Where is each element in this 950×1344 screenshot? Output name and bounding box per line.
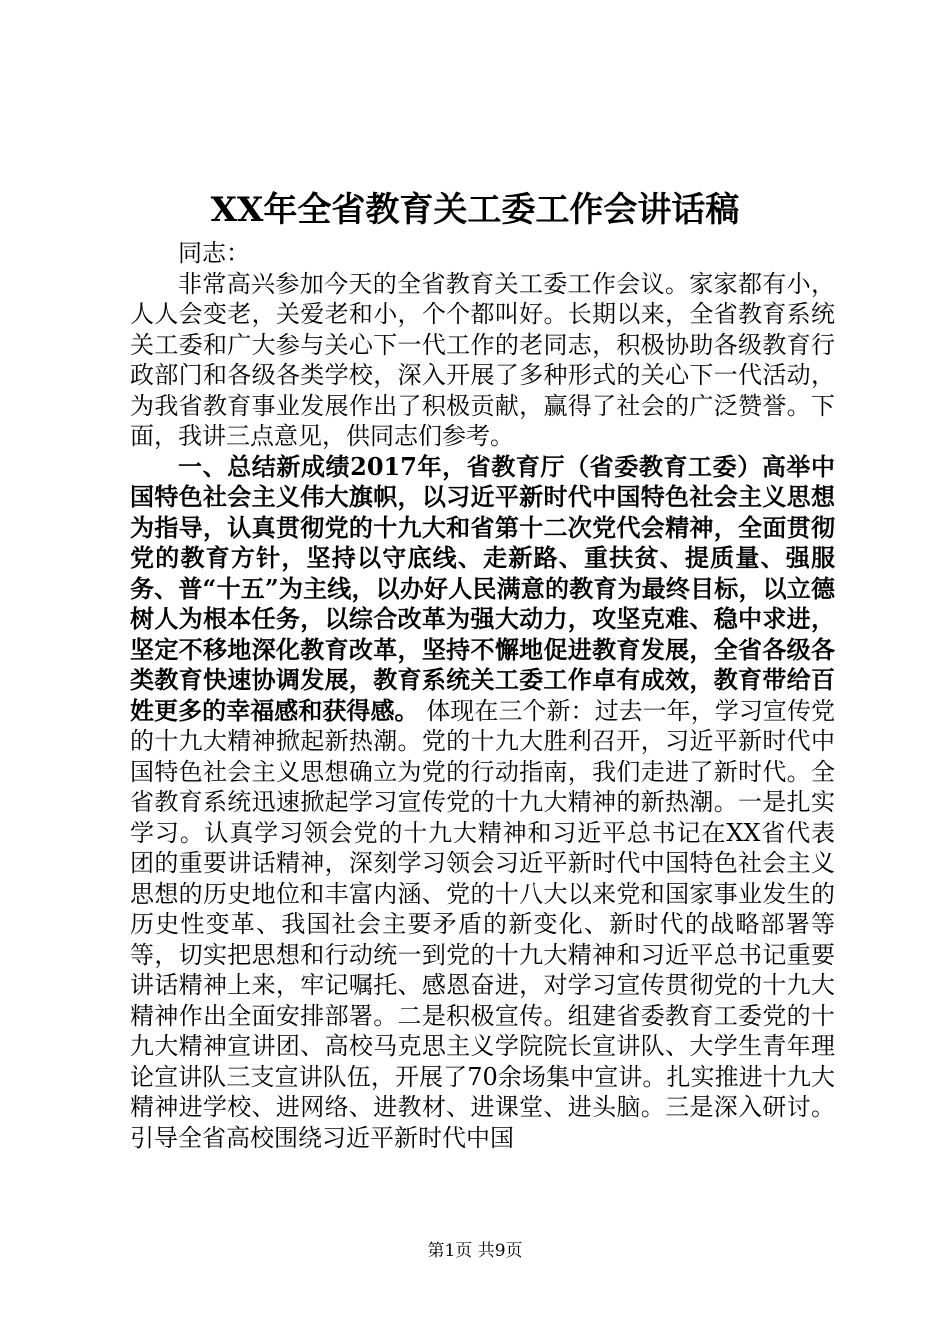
section-one-heading: 一、总结新成绩2017年，省教育厅（省委教育工委）高举中国特色社会主义伟大旗帜，以习近平新时代中国特色社会主义思想为指导，认真贯彻党的十九大和省第十二次党代会精神，全面贯彻党的教育方针，坚持以守底线、走新路、重扶贫、提质量、强服务、普“十五”为主线，以办好人民满意的教育为最终目标，以立德树人为根本任务，以综合改革为强大动力，攻坚克难、稳中求进，坚定不移地深化教育改革，坚持不懈地促进教育发展，全省各级各类教育快速协调发展，教育系统关工委工作卓有成效，教育带给百姓更多的幸福感和获得感。	[130, 451, 835, 725]
document-body	[130, 238, 835, 1153]
intro-paragraph: 非常高兴参加今天的全省教育关工委工作会议。家家都有小，人人会变老，关爱老和小，个个都叫好。长期以来，全省教育系统关工委和广大参与关心下一代工作的老同志，积极协助各级教育行政部门和各级各类学校，深入开展了多种形式的关心下一代活动，为我省教育事业发展作出了积极贡献，赢得了社会的广泛赞誉。下面，我讲三点意见，供同志们参考。	[130, 269, 835, 450]
salutation: 同志：	[178, 239, 250, 267]
section-one-body: 体现在三个新：过去一年，学习宣传党的十九大精神掀起新热潮。党的十九大胜利召开，习近平新时代中国特色社会主义思想确立为党的行动指南，我们走进了新时代。全省教育系统迅速掀起学习宣传党的十九大精神的新热潮。一是扎实学习。认真学习领会党的十九大精神和习近平总书记在XX省代表团的重要讲话精神，深刻学习领会习近平新时代中国特色社会主义思想的历史地位和丰富内涵、党的十八大以来党和国家事业发生的历史性变革、我国社会主要矛盾的新变化、新时代的战略部署等等，切实把思想和行动统一到党的十九大精神和习近平总书记重要讲话精神上来，牢记嘱托、感恩奋进，对学习宣传贯彻党的十九大精神作出全面安排部署。二是积极宣传。组建省委教育工委党的十九大精神宣讲团、高校马克思主义学院院长宣讲队、大学生青年理论宣讲队三支宣讲队伍，开展了70余场集中宣讲。扎实推进十九大精神进学校、进网络、进教材、进课堂、进头脑。三是深入研讨。引导全省高校围绕习近平新时代中国	[130, 696, 835, 1152]
section-one-paragraph	[130, 452, 835, 1154]
page-number: 第1页 共9页	[427, 1241, 523, 1261]
document-title: XX年全省教育关工委工作会讲话稿	[210, 190, 740, 230]
